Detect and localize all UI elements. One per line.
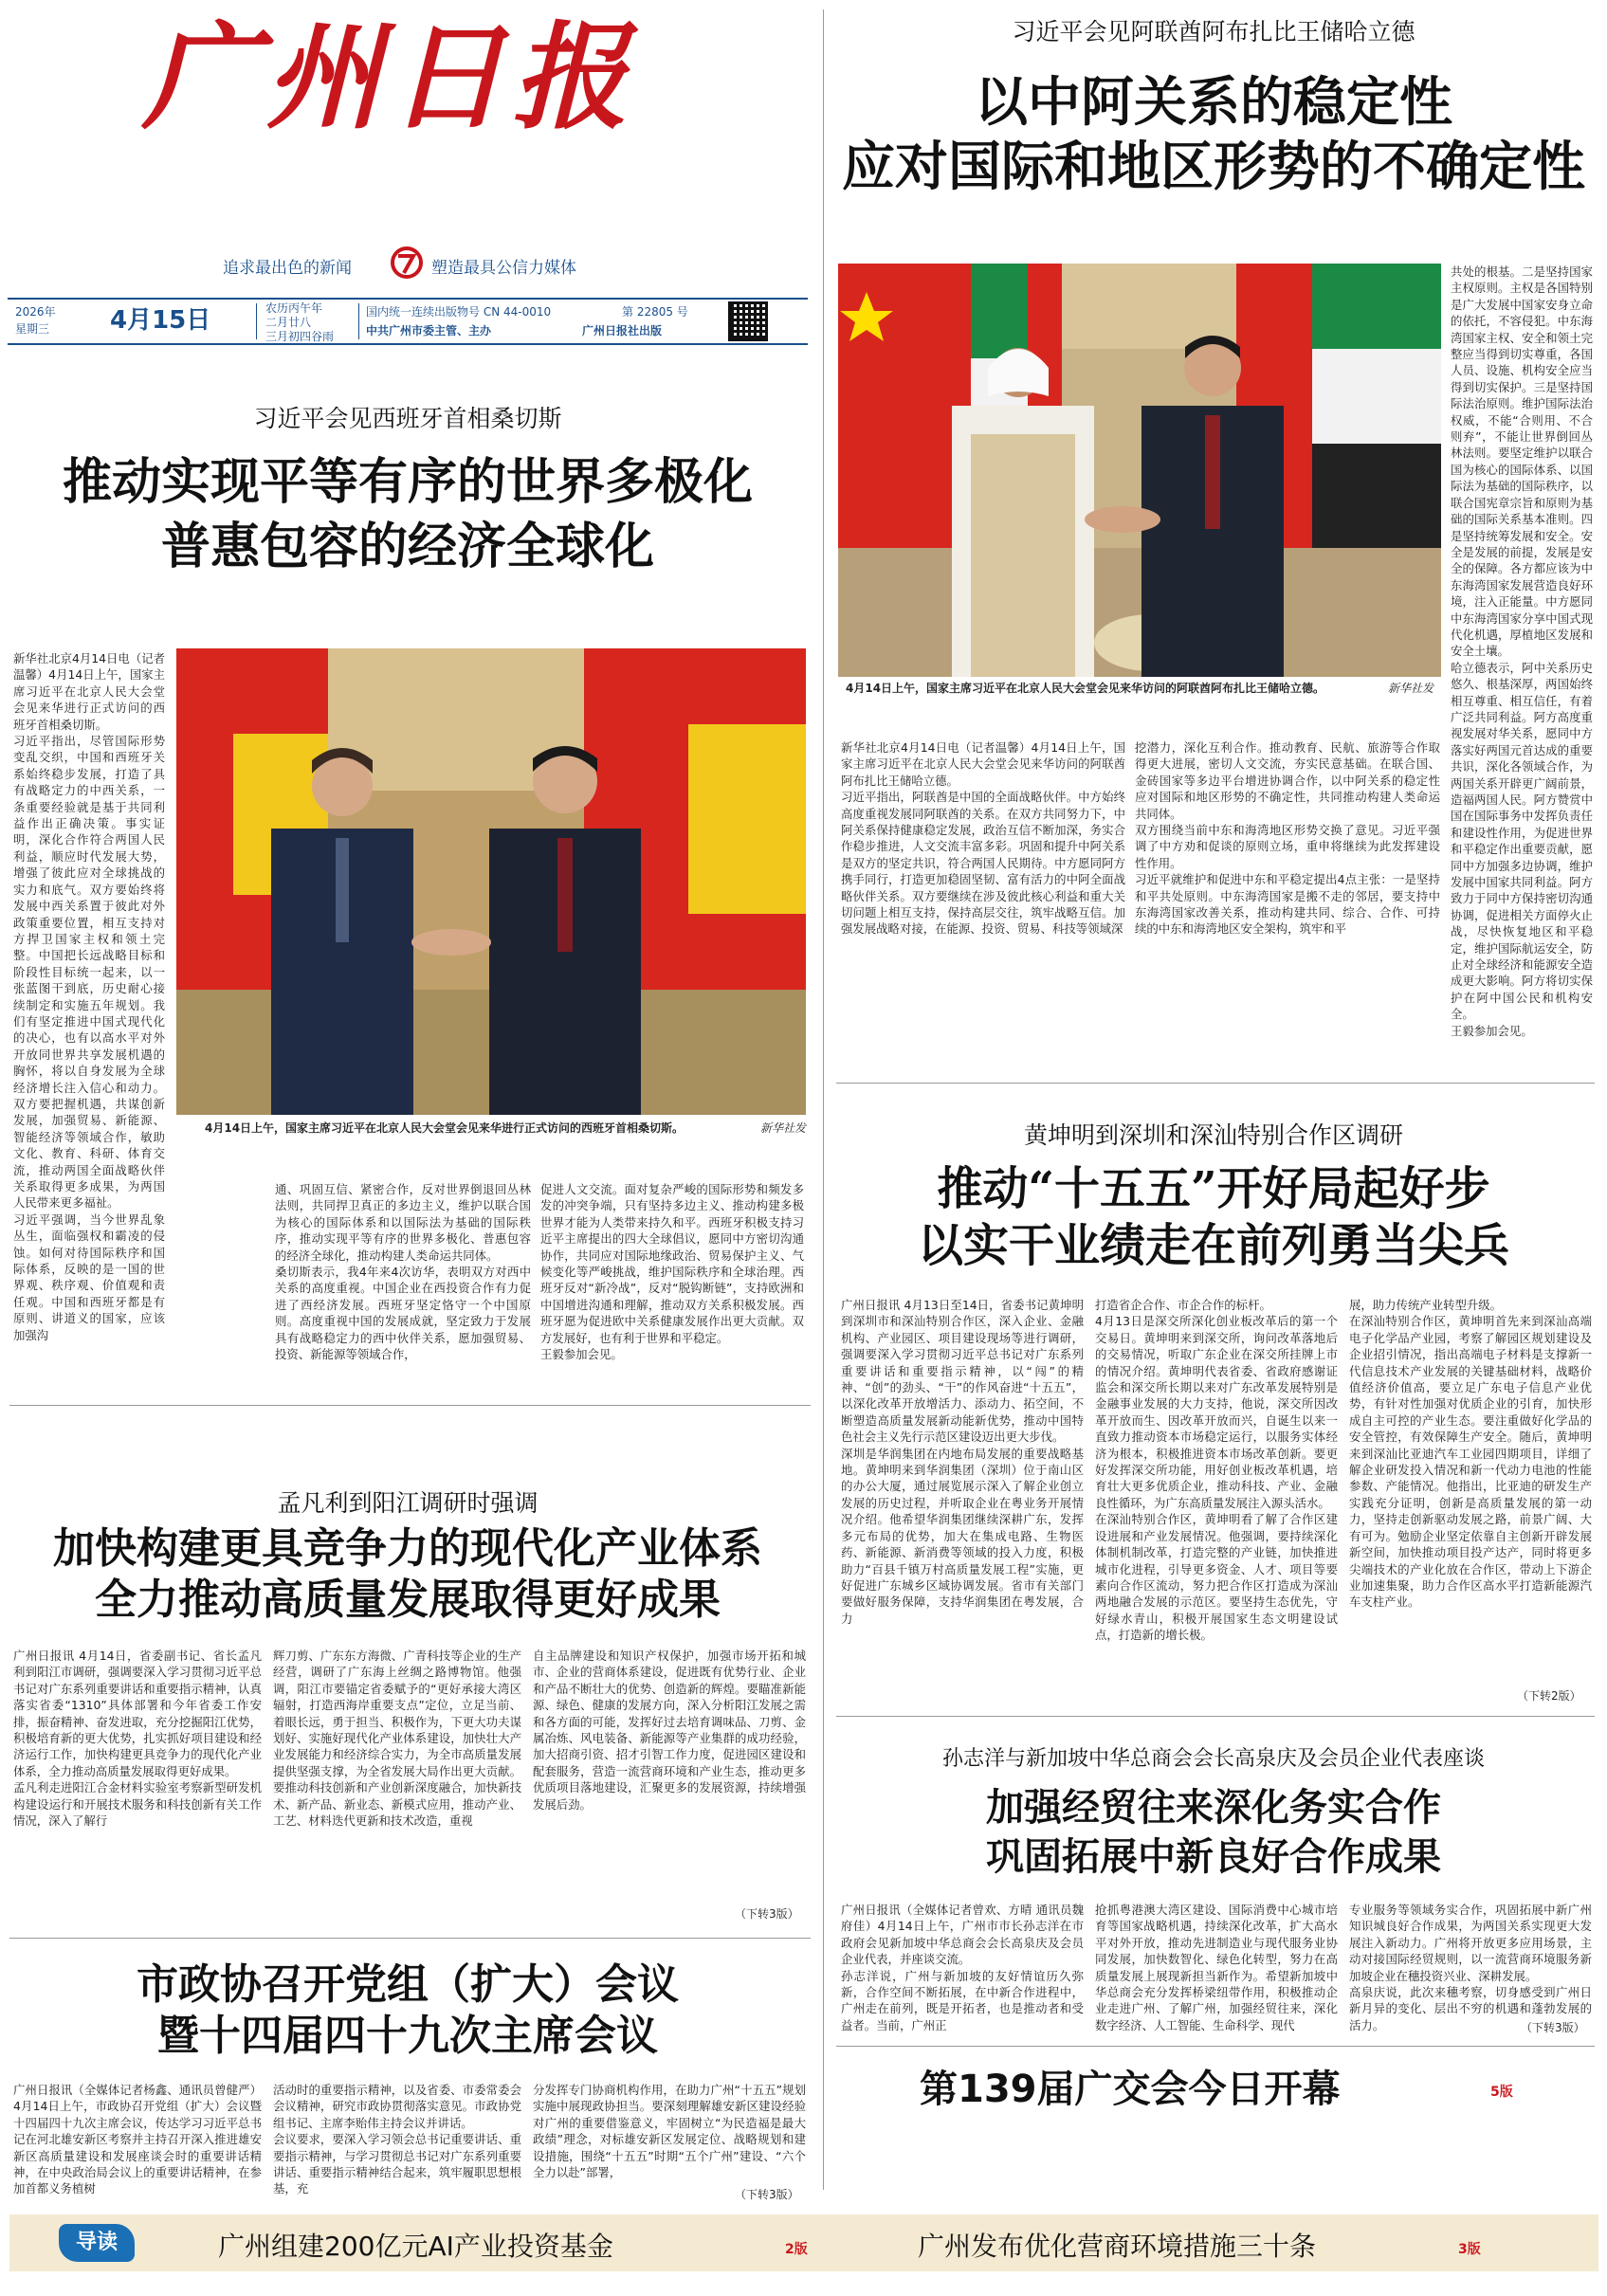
huang-headline-2: 以实干业绩走在前列勇当尖兵 xyxy=(917,1219,1509,1272)
spain-caption-text: 4月14日上午，国家主席习近平在北京人民大会堂会见来华进行正式访问的西班牙首相桑切斯。 xyxy=(205,1121,685,1135)
spain-meeting-photo xyxy=(176,648,806,1115)
sun-body-col1: 广州日报讯（全媒体记者曾欢、方晴 通讯员魏府佳）4月14日上午，广州市市长孙志洋在市政府会见新加坡中华总商会会长高泉庆及会员企业代表，并座谈交流。 孙志洋说，广州与新加坡的友好情谊历久弥新，合作空间不断拓展，在中新合作进程中，广州走在前列，既是开拓者，也是推动者和受益者。当前，广州正 xyxy=(841,1903,1084,2032)
masthead-title: 广州日报 xyxy=(142,9,635,145)
uae-kicker: 习近平会见阿联酋阿布扎比王储哈立德 xyxy=(1012,18,1415,46)
council-headline-2: 暨十四届四十九次主席会议 xyxy=(157,2012,658,2060)
meng-continued[interactable]: （下转3版） xyxy=(735,1907,799,1921)
section-divider xyxy=(836,2046,1595,2047)
sun-kicker: 孙志洋与新加坡中华总商会会长高泉庆及会员企业代表座谈 xyxy=(941,1747,1485,1771)
year: 2026年 xyxy=(15,305,56,319)
solar-term: 三月初四谷雨 xyxy=(265,330,335,343)
council-body-col2: 活动时的重要指示精神，以及省委、市委常委会会议精神，研究市政协贯彻落实意见。市政协党组书记、主席李贻伟主持会议并讲话。 会议要求，要深入学习领会总书记重要讲话、重要指示精神，与学习贯彻总书记对广东系列重要讲话、重要指示精神结合起来，筑牢履职思想根基，充 xyxy=(273,2083,521,2196)
footer-item-1-page[interactable]: 2版 xyxy=(785,2242,808,2257)
meng-body-col3: 自主品牌建设和知识产权保护，加强市场开拓和城市、企业的营商体系建设，促进既有优势行业、企业和产品不断壮大的优势、创造新的辉煌。要瞄准新能源、绿色、健康的发展方向，深入分析阳江发展之需和各方面的可能，发挥好过去培育调味品、刀剪、金属冶炼、风电装备、新能源等产业集群的成功经验，加大招商引资、招才引智工作力度，促进园区建设和配套服务，营造一流营商环境和产业生态，推动更多优质项目落地建设，汇聚更多的发展资源，持续增强发展后劲。 xyxy=(533,1649,806,1812)
footer-guide-bar xyxy=(9,2214,1598,2271)
huang-headline-1: 推动“十五五”开好局起好步 xyxy=(937,1162,1490,1215)
spain-kicker: 习近平会见西班牙首相桑切斯 xyxy=(253,405,562,432)
huang-body-col3: 展，助力传统产业转型升级。 在深汕特别合作区，黄坤明首先来到深汕高端电子化学品产业园，考察了解园区规划建设及企业招引情况，指出高端电子材料是支撑新一代信息技术产业发展的关键基础材料，战略价值经济价值高，要立足广东电子信息产业优势，有针对性加强对优质企业的引育，加快形成自主可控的产业生态。要注重做好化学品的安全管控，有效保障生产安全。随后，黄坤明来到深汕比亚迪汽车工业园四期项目，详细了解企业研发投入情况和新一代动力电池的性能参数、产能情况。他指出，比亚迪的研发生产实践充分证明，创新是高质量发展的第一动力，坚持走创新驱动发展之路，前景广阔、大有可为。勉励企业坚定依靠自主创新开辟发展新空间，加快推动项目投产达产，同时将更多尖端技术的产业化放在合作区，带动上下游企业加速集聚，助力合作区高水平打造新能源汽车支柱产业。 xyxy=(1349,1298,1592,1610)
uae-photo-credit: 新华社发 xyxy=(1387,682,1434,695)
footer-item-2-page[interactable]: 3版 xyxy=(1458,2242,1481,2257)
spain-headline-2: 普惠包容的经济全球化 xyxy=(160,518,654,575)
masthead-info-bar xyxy=(8,298,808,345)
uae-body-col2: 挖潜力，深化互利合作。推动教育、民航、旅游等合作取得更大进展，密切人文交流，夯实民意基础。在联合国、金砖国家等多边平台增进协调合作，以中阿关系的稳定性应对国际和地区形势的不确定性，共同推动构建人类命运共同体。 双方围绕当前中东和海湾地区形势交换了意见。习近平强调了中方劝和促谈的原则立场，重申将继续为此发挥建设性作用。 习近平就维护和促进中东和平稳定提出4点主张：一是坚持和平共处原则。中东海湾国家是搬不走的邻居，要支持中东海湾国家改善关系，推动构建共同、综合、合作、可持续的中东和海湾地区安全架构，筑牢和平 xyxy=(1135,740,1440,937)
sun-headline-2: 巩固拓展中新良好合作成果 xyxy=(986,1834,1441,1879)
uae-headline-1: 以中阿关系的稳定性 xyxy=(975,71,1452,134)
section-divider xyxy=(9,1405,811,1406)
meng-body-col1: 广州日报讯 4月14日，省委副书记、省长孟凡利到阳江市调研，强调要深入学习贯彻习近平总书记对广东系列重要讲话和重要指示精神，认真落实省委“1310”具体部署和今年省委工作安排，振奋精神、奋发进取，充分挖掘阳江优势，积极培育新的更大优势，扎实抓好项目建设和经济运行工作，加快构建更具竞争力的现代化产业体系，全力推动高质量发展取得更好成果。 孟凡利走进阳江合金材料实验室考察新型研发机构建设运行和开展技术服务和科技创新有关工作情况，深入了解行 xyxy=(13,1649,262,1829)
section-divider xyxy=(836,1716,1595,1717)
slogan-left: 追求最出色的新闻 xyxy=(223,259,352,278)
council-body-col3: 分发挥专门协商机构作用，在助力广州“十五五”规划实施中展现政协担当。要深刻理解雄安新区建设经验对广州的重要借鉴意义，牢固树立“为民造福是最大政绩”理念，对标雄安新区发展定位、战略规划和建设措施，围绕“十五五”时期“五个广州”建设、“六个全力以赴”部署， xyxy=(533,2083,806,2180)
council-body-col1: 广州日报讯（全媒体记者杨鑫、通讯员曾健严）4月14日上午，市政协召开党组（扩大）会议暨十四届四十九次主席会议，传达学习习近平总书记在河北雄安新区考察并主持召开深入推进雄安新区高质量建设和发展座谈会时的重要讲话精神，在中央政治局会议上的重要讲话精神，在参加首都义务植树 xyxy=(13,2083,262,2196)
meng-body-col2: 辉刀剪、广东东方海微、广青科技等企业的生产经营，调研了广东海上丝绸之路博物馆。他强调，阳江市要锚定省委赋予的“更好承接大湾区辐射，打造西海岸重要支点”定位，立足当前、着眼长远，勇于担当、积极作为，下更大功夫谋划好、实施好现代化产业体系建设，加快壮大产业发展能力和经济综合实力，为全市高质量发展提供坚强支撑，为全省发展大局作出更大贡献。要推动科技创新和产业创新深度融合，加快新技术、新产品、新业态、新模式应用，推动产业、工艺、材料迭代更新和技术改造，重视 xyxy=(273,1649,521,1829)
canton-fair-page[interactable]: 5版 xyxy=(1490,2085,1513,2100)
meng-headline-1: 加快构建更具竞争力的现代化产业体系 xyxy=(53,1524,762,1573)
column-divider xyxy=(823,9,824,2190)
uae-body-col1: 新华社北京4月14日电（记者温馨）4月14日上午，国家主席习近平在北京人民大会堂会见来华访问的阿联酋阿布扎比王储哈立德。 习近平指出，阿联酋是中国的全面战略伙伴。中方始终高度重视发展同阿联酋的关系。在双方共同努力下，中阿关系保持健康稳定发展，政治互信不断加深，务实合作稳步推进，人文交流丰富多彩。巩固和提升中阿关系是双方的坚定共识，符合两国人民期待。中方愿同阿方携手同行，打造更加稳固坚韧、富有活力的中阿全面战略伙伴关系。双方要继续在涉及彼此核心利益和重大关切问题上相互支持，保持高层交往，筑牢战略互信。加强发展战略对接，在能源、投资、贸易、科技等领域深 xyxy=(841,740,1125,937)
publisher: 广州日报社出版 xyxy=(582,324,663,337)
guide-badge: 导读 xyxy=(59,2224,135,2262)
sun-body-col3: 专业服务等领域务实合作，巩固拓展中新广州知识城良好合作成果，为两国关系实现更大发展注入新动力。广州将开放更多应用场景，主动对接国际经贸规则，以一流营商环境服务新加坡企业在穗投资兴业、深耕发展。 高泉庆说，此次来穗考察，切身感受到广州日新月异的变化、层出不穷的机遇和蓬勃发展的活力。 xyxy=(1349,1903,1592,2032)
uae-photo-caption xyxy=(846,681,1434,697)
qr-code-icon[interactable] xyxy=(728,301,768,341)
issue-number: 第 22805 号 xyxy=(622,305,688,319)
uae-meeting-photo xyxy=(838,264,1441,677)
huang-kicker: 黄坤明到深圳和深汕特别合作区调研 xyxy=(1023,1121,1403,1149)
footer-item-1[interactable]: 广州组建200亿元AI产业投资基金 xyxy=(218,2231,613,2262)
issue-date: 4月15日 xyxy=(110,306,211,335)
sponsor: 中共广州市委主管、主办 xyxy=(366,324,492,337)
lunar-year: 农历丙午年 xyxy=(265,301,323,315)
spain-headline-1: 推动实现平等有序的世界多极化 xyxy=(62,453,753,511)
issn: 国内统一连续出版物号 CN 44-0010 xyxy=(366,305,552,319)
slogan-right: 塑造最具公信力媒体 xyxy=(431,259,576,278)
sun-headline-1: 加强经贸往来深化务实合作 xyxy=(986,1785,1441,1830)
spain-photo-caption xyxy=(176,1121,806,1137)
section-divider xyxy=(9,1938,811,1939)
sun-continued[interactable]: （下转3版） xyxy=(1521,2021,1585,2034)
uae-body-col3: 共处的根基。二是坚持国家主权原则。主权是各国特别是广大发展中国家安身立命的依托，不容侵犯。中东海湾国家主权、安全和领土完整应当得到切实尊重，各国人员、设施、机构安全应当得到切实保护。三是坚持国际法治原则。维护国际法治权威，不能“合则用、不合则弃”，不能让世界倒回丛林法则。要坚定维护以联合国为核心的国际体系、以国际法为基础的国际秩序，以联合国宪章宗旨和原则为基础的国际关系基本准则。四是坚持统筹发展和安全。安全是发展的前提，发展是安全的保障。各方都应该为中东海湾国家发展营造良好环境，注入正能量。中方愿同中东海湾国家分享中国式现代化机遇，厚植地区发展和安全土壤。 哈立德表示，阿中关系历史悠久、根基深厚，两国始终相互尊重、相互信任，有着广泛共同利益。阿方高度重视发展对华关系，愿同中方落实好两国元首达成的重要共识，深化各领域合作，为两国关系开辟更广阔前景，造福两国人民。阿方赞赏中国在国际事务中发挥负责任和建设性作用，为促进世界和平稳定作出重要贡献，愿同中方加强多边协调，维护发展中国家共同利益。阿方致力于同中方保持密切沟通协调，促进相关方面停火止战，尽快恢复地区和平稳定，维护国际航运安全，防止对全球经济和能源安全造成更大影响。阿方将切实保护在阿中国公民和机构安全。 王毅参加会见。 xyxy=(1451,264,1593,1038)
footer-item-2[interactable]: 广州发布优化营商环境措施三十条 xyxy=(918,2231,1317,2262)
council-headline-1: 市政协召开党组（扩大）会议 xyxy=(137,1960,679,2009)
section-divider xyxy=(836,1083,1595,1084)
canton-fair-headline[interactable]: 第139届广交会今日开幕 xyxy=(920,2068,1341,2111)
sun-body-col2: 抢抓粤港澳大湾区建设、国际消费中心城市培育等国家战略机遇，持续深化改革，扩大高水平对外开放，推动先进制造业与现代服务业协同发展，加快数智化、绿色化转型，努力在高质量发展上展现新担当新作为。希望新加坡中华总商会充分发挥桥梁纽带作用，积极推动企业走进广州、了解广州，加强经贸往来，深化数字经济、人工智能、生命科学、现代 xyxy=(1095,1903,1338,2032)
meng-headline-2: 全力推动高质量发展取得更好成果 xyxy=(95,1576,721,1624)
huang-continued[interactable]: （下转2版） xyxy=(1517,1689,1581,1703)
huang-body-col1: 广州日报讯 4月13日至14日，省委书记黄坤明到深圳市和深汕特别合作区，深入企业、金融机构、产业园区、项目建设现场等进行调研，强调要深入学习贯彻习近平总书记对广东系列重要讲话和重要指示精神，以“闯”的精神、“创”的劲头、“干”的作风奋进“十五五”，以深化改革开放增活力、添动力、拓空间，不断塑造高质量发展新动能新优势，推动中国特色社会主义先行示范区建设迈出更大步伐。 深圳是华润集团在内地布局发展的重要战略基地。黄坤明来到华润集团（深圳）位于南山区的办公大厦，通过展览展示深入了解企业创立发展的历史过程，并听取企业在粤业务开展情况介绍。他希望华润集团继续深耕广东，发挥多元布局的优势，加大在集成电路、生物医药、新能源、新消费等领域的投入力度，积极助力“百县千镇万村高质量发展工程”实施，更好促进广东城乡区域协调发展。省市有关部门要做好服务保障，支持华润集团在粤发展，合力 xyxy=(841,1298,1084,1626)
lunar-day: 二月廿八 xyxy=(265,316,312,329)
huang-body-col2: 打造省企合作、市企合作的标杆。 4月13日是深交所深化创业板改革后的第一个交易日。黄坤明来到深交所，询问改革落地后的交易情况，听取广东企业在深交所挂牌上市的情况介绍。黄坤明代表省委、省政府感谢证监会和深交所长期以来对广东改革发展特别是金融事业发展的大力支持，他说，深交所因改革开放而生、因改革开放而兴，自诞生以来一直致力推动资本市场稳定运行，以服务实体经济为根本，积极推进资本市场改革创新。要更好发挥深交所功能，用好创业板改革机遇，培育壮大更多优质企业，推动科技、产业、金融良性循环，为广东高质量发展注入源头活水。 在深汕特别合作区，黄坤明看了解了合作区建设进展和产业发展情况。他强调，要持续深化体制机制改革，打造完整的产业链，加快推进城市化进程，引导更多资金、人才、项目等要素向合作区流动，努力把合作区打造成为深汕两地融合发展的示范区。要坚持生态优先，守好绿水青山，积极开展国家生态文明建设试点，打造新的增长极。 xyxy=(1095,1298,1338,1643)
weekday: 星期三 xyxy=(15,322,50,336)
uae-headline-2: 应对国际和地区形势的不确定性 xyxy=(842,136,1585,198)
spain-photo-credit: 新华社发 xyxy=(759,1121,806,1135)
spain-lead: 新华社北京4月14日电（记者温馨）4月14日上午，国家主席习近平在北京人民大会堂会见来华进行正式访问的西班牙首相桑切斯。 习近平指出，尽管国际形势变乱交织，中国和西班牙关系始终稳步发展，打造了具有战略定力的中西关系，一条重要经验就是基于共同利益作出正确决策。事实证明，深化合作符合两国人民利益，顺应时代发展大势，增强了彼此应对全球挑战的实力和底气。双方要始终将发展中西关系置于彼此对外政策重要位置，相互支持对方捍卫国家主权和领土完整。中国把长远战略目标和阶段性目标统一起来，以一张蓝图干到底，历史耐心接续制定和实施五年规划。我们有坚定推进中国式现代化的决心，也有以高水平对外开放同世界共享发展机遇的胸怀，将以自身发展为全球经济增长注入信心和动力。双方要把握机遇，共谋创新发展，加强贸易、新能源、智能经济等领域合作，敏助文化、教育、科研、体育交流，推动两国全面战略伙伴关系取得更多成果，为两国人民带来更多福祉。 习近平强调，当今世界乱象丛生，面临强权和霸凌的侵蚀。如何对待国际秩序和国际体系，反映的是一国的世界观、秩序观、价值观和责任观。中国和西班牙都是有原则、讲道义的国家，应该加强沟 xyxy=(13,651,165,1342)
spain-body-col2: 通、巩固互信、紧密合作，反对世界倒退回丛林法则，共同捍卫真正的多边主义，维护以联合国为核心的国际体系和以国际法为基础的国际秩序，推动实现平等有序的世界多极化、普惠包容的经济全球化，推动构建人类命运共同体。 桑切斯表示，我4年来4次访华，表明双方对西中关系的高度重视。中国企业在西投资合作有力促进了西经济发展。西班牙坚定恪守一个中国原则。高度重视中国的发展成就，坚定致力于发展具有战略稳定力的西中伙伴关系，愿加强贸易、投资、新能源等领域合作， xyxy=(275,1182,531,1362)
council-continued[interactable]: （下转3版） xyxy=(735,2188,799,2201)
uae-caption-text: 4月14日上午，国家主席习近平在北京人民大会堂会见来华访问的阿联酋阿布扎比王储哈立德。 xyxy=(846,682,1325,695)
newspaper-logo-icon xyxy=(389,246,425,279)
spain-body-col3: 促进人文交流。面对复杂严峻的国际形势和频发多发的冲突争端，只有坚持多边主义、推动构建多极世界才能为人类带来持久和平。西班牙积极支持习近平主席提出的四大全球倡议，愿同中方密切沟通协作，共同应对国际地缘政治、贸易保护主义、气候变化等严峻挑战，维护国际秩序和全球治理。西班牙反对“新冷战”，反对“脱钩断链”，支持欧洲和中国增进沟通和理解，推动双方关系积极发展。西班牙愿为促进欧中关系健康发展作出更大贡献。双方发展好，也有利于世界和平稳定。 王毅参加会见。 xyxy=(540,1182,804,1362)
meng-kicker: 孟凡利到阳江调研时强调 xyxy=(277,1489,539,1517)
